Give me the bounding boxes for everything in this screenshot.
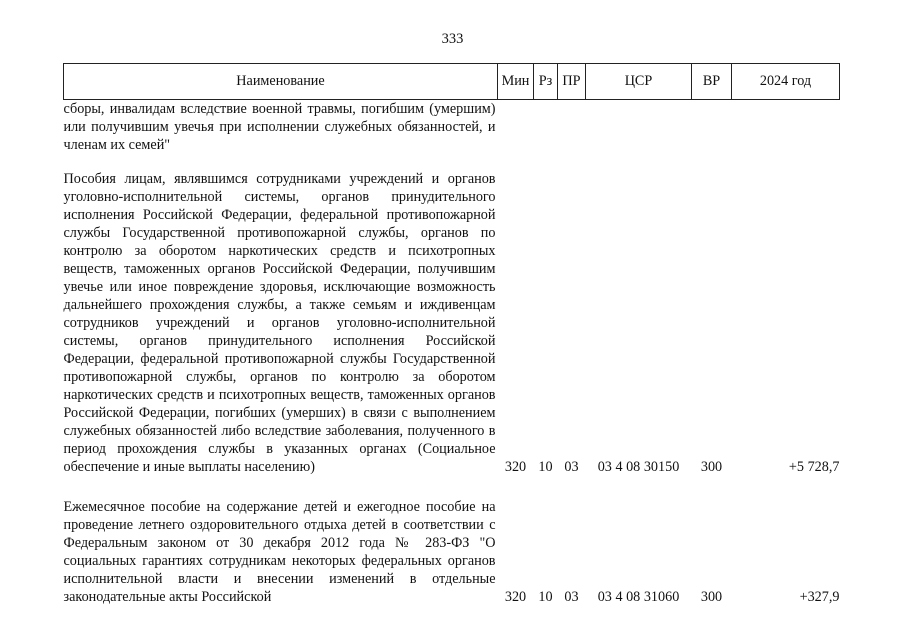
header-year: 2024 год	[732, 64, 840, 100]
row-min: 320	[504, 459, 527, 475]
row-spacer	[64, 154, 840, 170]
row-pr: 03	[564, 459, 579, 475]
row-rz: 10	[538, 459, 553, 475]
row-min: 320	[504, 589, 527, 605]
page-number: 333	[441, 31, 464, 47]
row-amount	[732, 100, 840, 155]
row-min	[498, 100, 534, 155]
row-name: Ежемесячное пособие на содержание детей и ежегодное пособие на проведение летнего оздоровительного отдыха детей в соответствии с Федеральным законом от 30 декабря 2012 года № 283-ФЗ "О социальных гарантиях сотрудникам некоторых федеральных органов исполнительной власти и внесении изменений в отдельные законодательные акты Российской	[63, 499, 496, 605]
row-csr: 03 4 08 30150	[597, 459, 680, 475]
row-vr: 300	[700, 459, 723, 475]
row-amount: +327,9	[799, 589, 840, 605]
table-header-row	[64, 64, 840, 100]
row-pr: 03	[564, 589, 579, 605]
row-csr	[586, 100, 692, 155]
header-csr: ЦСР	[586, 64, 692, 100]
header-pr: ПР	[558, 64, 586, 100]
row-rz	[534, 100, 558, 155]
row-csr: 03 4 08 31060	[597, 589, 680, 605]
header-vr: ВР	[692, 64, 732, 100]
row-spacer	[64, 476, 840, 498]
table-row	[64, 498, 840, 606]
header-min: Мин	[498, 64, 534, 100]
header-name: Наименование	[64, 64, 498, 100]
row-name: Пособия лицам, являвшимся сотрудниками учреждений и органов уголовно-исполнительной системы, органов принудительного исполнения Российской Федерации, федеральной противопожарной службы Государственной противопожарной службы, органов по контролю за оборотом наркотических средств и психотропных веществ, таможенных органов Российской Федерации, получившим увечье или иное повреждение здоровья, исключающие возможность дальнейшего прохождения службы, а также семьям и иждивенцам сотрудников учреждений и органов уголовно-исполнительной системы, органов принудительного исполнения Российской Федерации, федеральной противопожарной службы Государственной противопожарной службы, органов по контролю за оборотом наркотических средств и психотропных веществ, таможенных органов Российской Федерации, погибших (умерших) в связи с выполнением служебных обязанностей либо вследствие заболевания, полученного в период прохождения службы в указанных органах (Социальное обеспечение и иные выплаты населению)	[63, 171, 496, 475]
row-rz: 10	[538, 589, 553, 605]
row-vr	[692, 100, 732, 155]
row-pr	[558, 100, 586, 155]
row-name: сборы, инвалидам вследствие военной травмы, погибшим (умершим) или получившим увечья при исполнении служебных обязанностей, и членам их семей"	[63, 101, 496, 153]
row-amount: +5 728,7	[788, 459, 840, 475]
table-row	[64, 170, 840, 476]
header-rz: Рз	[534, 64, 558, 100]
row-vr: 300	[700, 589, 723, 605]
table-row	[64, 100, 840, 155]
budget-table	[63, 63, 840, 606]
